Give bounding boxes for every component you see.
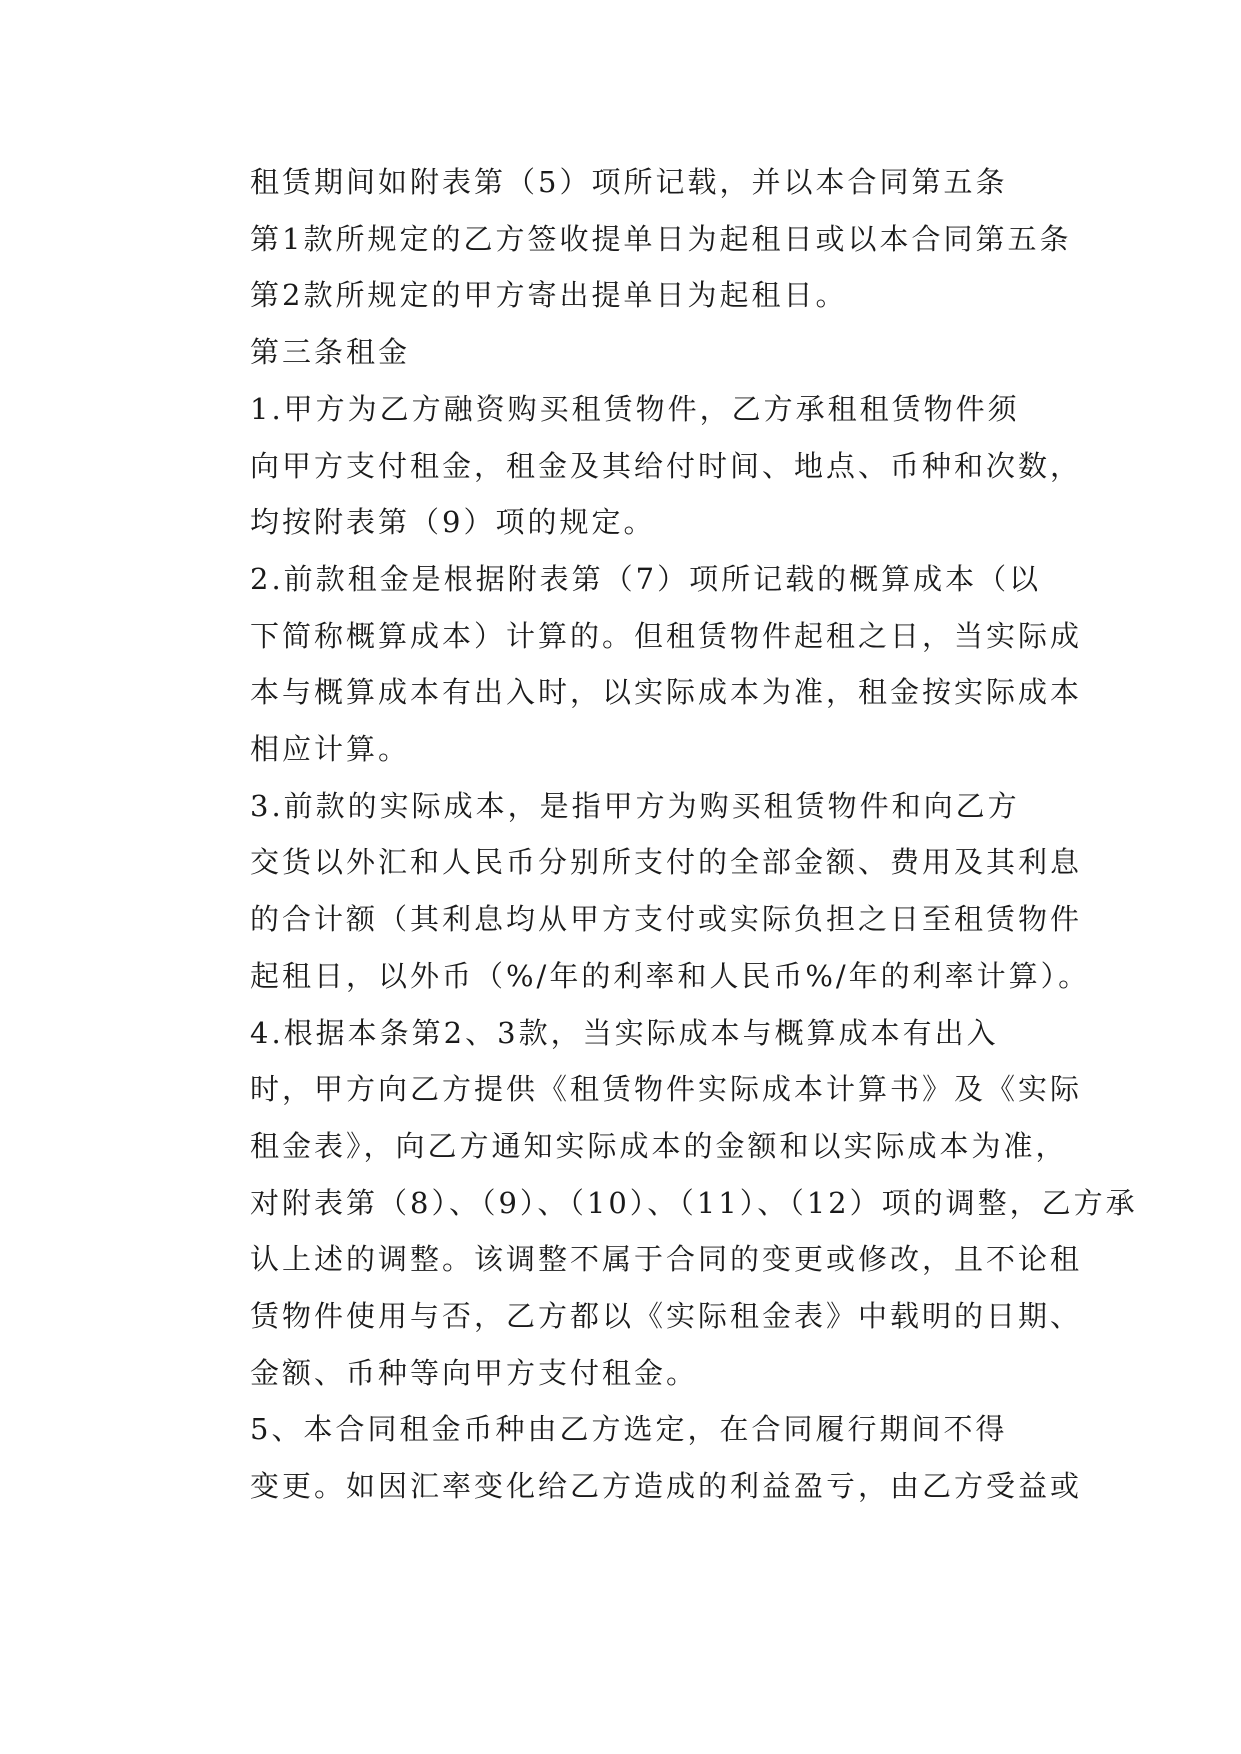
paragraph xyxy=(188,324,1068,381)
paragraph xyxy=(188,551,1083,778)
text-line: 1.甲方为乙方融资购买租赁物件，乙方承租租赁物件须 xyxy=(250,391,1020,426)
paragraph xyxy=(188,381,1083,551)
text-line: 租赁期间如附表第（5）项所记载，并以本合同第五条 xyxy=(250,165,1008,199)
text-line: 4.根据本条第2、3款，当实际成本与概算成本有出入 xyxy=(250,1015,999,1050)
text-line: 对附表第（8）、（9）、（10）、（11）、（12）项的调整，乙方承 xyxy=(250,1185,1138,1220)
paragraph xyxy=(188,1401,1083,1514)
text-line: 2.前款租金是根据附表第（7）项所记载的概算成本（以 xyxy=(250,561,1042,596)
text-line: 赁物件使用与否，乙方都以《实际租金表》中载明的日期、 xyxy=(250,1299,1083,1334)
paragraph xyxy=(188,154,1072,324)
text-line: 时，甲方向乙方提供《租赁物件实际成本计算书》及《实际 xyxy=(250,1072,1083,1107)
text-line: 下简称概算成本）计算的。但租赁物件起租之日，当实际成 xyxy=(250,618,1083,653)
document-body xyxy=(188,154,1138,1515)
text-line: 的合计额（其利息均从甲方支付或实际负担之日至租赁物件 xyxy=(250,902,1083,937)
text-line: 租金表》，向乙方通知实际成本的金额和以实际成本为准， xyxy=(250,1128,1068,1163)
paragraph xyxy=(188,778,1091,1005)
text-line: 5、本合同租金币种由乙方选定，在合同履行期间不得 xyxy=(250,1412,1008,1447)
text-line: 认上述的调整。该调整不属于合同的变更或修改，且不论租 xyxy=(250,1242,1083,1277)
text-line: 第2款所规定的甲方寄出提单日为起租日。 xyxy=(250,278,848,313)
text-line: 3.前款的实际成本，是指甲方为购买租赁物件和向乙方 xyxy=(250,788,1020,823)
text-line: 起租日，以外币（%/年的利率和人民币%/年的利率计算）。 xyxy=(250,958,1091,993)
paragraph xyxy=(188,1005,1138,1402)
text-line: 交货以外汇和人民币分别所支付的全部金额、费用及其利息 xyxy=(250,845,1083,880)
text-line: 相应计算。 xyxy=(250,732,411,767)
text-line: 第1款所规定的乙方签收提单日为起租日或以本合同第五条 xyxy=(250,221,1072,256)
text-line: 均按附表第（9）项的规定。 xyxy=(250,505,656,540)
text-line: 向甲方支付租金，租金及其给付时间、地点、币种和次数， xyxy=(250,448,1083,483)
text-line: 第三条租金 xyxy=(250,335,411,370)
text-line: 金额、币种等向甲方支付租金。 xyxy=(250,1355,699,1390)
text-line: 本与概算成本有出入时，以实际成本为准，租金按实际成本 xyxy=(250,675,1083,710)
text-line: 变更。如因汇率变化给乙方造成的利益盈亏，由乙方受益或 xyxy=(250,1469,1083,1504)
